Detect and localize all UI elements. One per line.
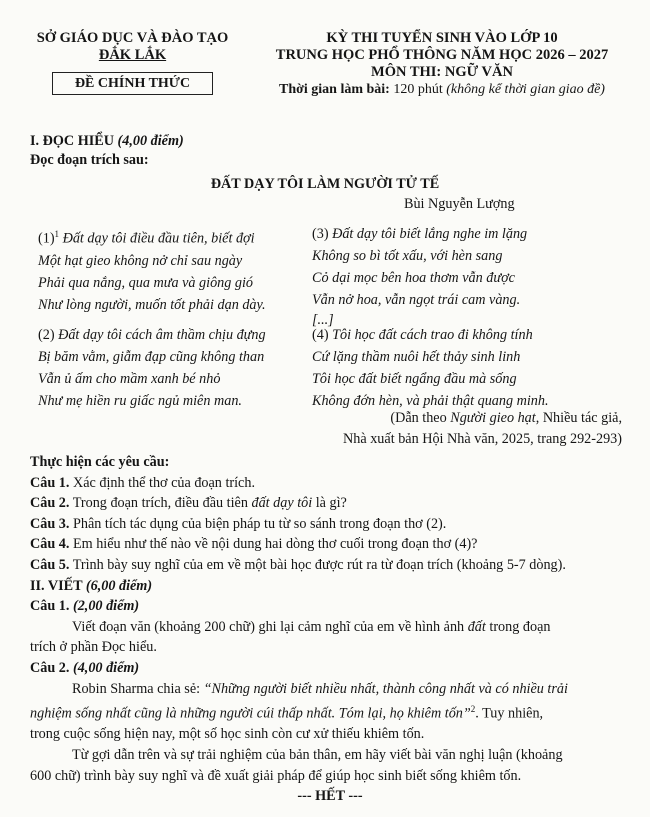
end-marker: --- HẾT --- bbox=[297, 788, 363, 805]
requirements-heading: Thực hiện các yêu cầu: bbox=[30, 454, 170, 470]
part2-heading: II. VIẾT (6,00 điểm) bbox=[30, 577, 153, 594]
question-4: Câu 4. Em hiểu như thế nào về nội dung hai dòng thơ cuối trong đoạn thơ (4)? bbox=[30, 536, 478, 553]
writing-question-1-text: Viết đoạn văn (khoảng 200 chữ) ghi lại cảm nghĩ của em về hình ảnh đất trong đoạn bbox=[72, 618, 551, 635]
stanza-4: (4) Tôi học đất cách trao đi không tính Cứ lặng thầm nuôi hết thảy sinh linh Tôi học đất biết ngẩng đầu mà sống Không đớn hèn, và phải thật quang minh. bbox=[312, 327, 549, 409]
department-block bbox=[30, 30, 235, 95]
question-5: Câu 5. Trình bày suy nghĩ của em về một bài học được rút ra từ đoạn trích (khoảng 5-7 dòng). bbox=[30, 556, 566, 573]
exam-level: TRUNG HỌC PHỔ THÔNG NĂM HỌC 2026 – 2027 bbox=[275, 47, 609, 63]
stanza-3: (3) Đất dạy tôi biết lắng nghe im lặng Không so bì tốt xấu, với hèn sang Cỏ dại mọc bên hoa thơm vẫn được Vẫn nở hoa, vẫn ngọt trái cam vàng. [...] bbox=[312, 226, 528, 328]
poem-source: (Dẫn theo Người gieo hạt, Nhiều tác giả, Nhà xuất bản Hội Nhà văn, 2025, trang 292-293) bbox=[343, 410, 622, 447]
poem-author: Bùi Nguyễn Lượng bbox=[404, 196, 515, 212]
stanza-2: (2) Đất dạy tôi cách âm thầm chịu đựng Bị băm vằm, giẫm đạp cũng không than Vẫn ủ ấm cho mầm xanh bé nhỏ Như mẹ hiền ru giấc ngủ miên man. bbox=[38, 327, 266, 409]
official-exam-badge: ĐỀ CHÍNH THỨC bbox=[52, 72, 213, 95]
exam-title: KỲ THI TUYỂN SINH VÀO LỚP 10 bbox=[326, 30, 558, 46]
stanza-1: $(1)^1$ Đất dạy tôi điều đầu tiên, biết đợi Một hạt gieo không nở chỉ sau ngày Phải qua nắng, qua mưa và giông gió Như lòng người, muốn tốt phải dạn dày. bbox=[38, 229, 266, 313]
question-3: Câu 3. Phân tích tác dụng của biện pháp tu từ so sánh trong đoạn thơ (2). bbox=[30, 515, 447, 532]
question-list: Thực hiện các yêu cầu: Câu 1. Xác định thể thơ của đoạn trích. Câu 2. Trong đoạn trích, điều đầu tiên đất dạy tôi là gì? Câu 3. Phân tích tác dụng của biện pháp tu từ so sánh trong đoạn thơ (2). Câu 4. Em hiểu như thế nào về nội dung hai dòng thơ cuối trong đoạn thơ (4)? Câu 5. Trình bày suy nghĩ của em về một bài học được rút ra từ đoạn trích (khoảng 5-7 dòng). II. VIẾT (6,00 điểm) Câu 1. (2,00 điểm) Viết đoạn văn (khoảng 200 chữ) ghi lại cảm nghĩ của em về hình ảnh đất trong đoạn trích ở phần Đọc hiểu. Câu 2. (4,00 điểm) Robin Sharma chia sẻ: “Những người biết nhiều nhất, thành công nhất và có nhiều trải nghiệm sống nhất cũng là những người cúi thấp nhất. Tóm lại, họ khiêm tốn”$^2$. Tuy nhiên, trong cuộc sống hiện nay, một số học sinh còn cư xử thiếu khiêm tốn. Từ gợi dẫn trên và sự trải nghiệm của bản thân, em hãy viết bài văn nghị luận (khoảng 600 chữ) trình bày suy nghĩ và đề xuất giải pháp để giúp học sinh biết sống khiêm tốn. --- HẾT --- bbox=[30, 452, 630, 807]
part1-heading: I. ĐỌC HIỂU (4,00 điểm) bbox=[30, 133, 184, 149]
question-1: Câu 1. Xác định thể thơ của đoạn trích. bbox=[30, 474, 255, 491]
exam-info-block bbox=[262, 30, 622, 98]
writing-question-1-heading: Câu 1. (2,00 điểm) bbox=[30, 598, 140, 615]
writing-question-2-text: Robin Sharma chia sẻ: “Những người biết nhiều nhất, thành công nhất và có nhiều trải bbox=[72, 680, 568, 697]
exam-subject: MÔN THI: NGỮ VĂN bbox=[371, 64, 513, 80]
question-2: Câu 2. Trong đoạn trích, điều đầu tiên đất dạy tôi là gì? bbox=[30, 495, 347, 512]
poem-title: ĐẤT DẠY TÔI LÀM NGƯỜI TỬ TẾ bbox=[210, 176, 440, 192]
province-name: ĐẮK LẮK bbox=[98, 47, 167, 63]
exam-time: Thời gian làm bài: 120 phút (không kể thời gian giao đề) bbox=[279, 82, 605, 97]
department-name: SỞ GIÁO DỤC VÀ ĐÀO TẠO bbox=[36, 30, 229, 46]
writing-question-2-heading: Câu 2. (4,00 điểm) bbox=[30, 659, 140, 676]
reading-intro: Đọc đoạn trích sau: bbox=[30, 152, 149, 168]
